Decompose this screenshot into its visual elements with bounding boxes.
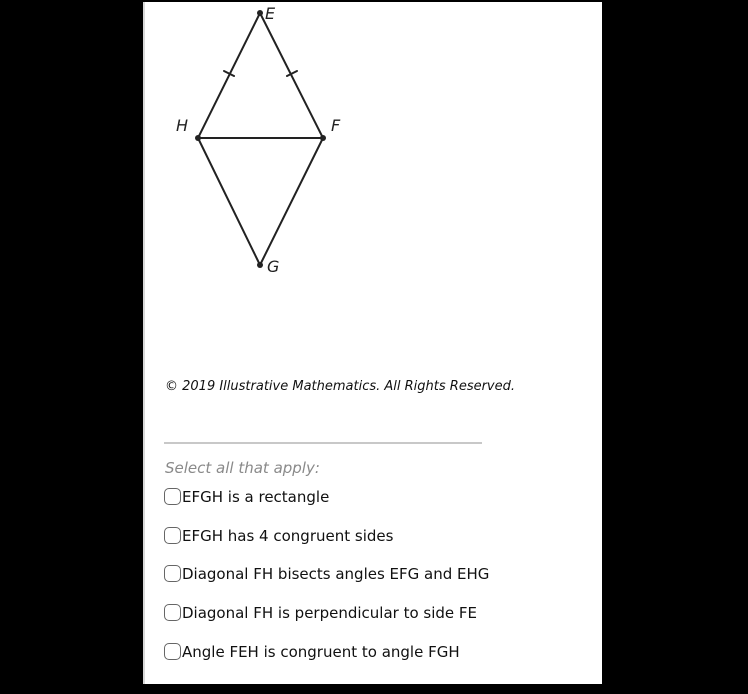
copyright-text: © 2019 Illustrative Mathematics. All Rights Reserved. [165, 379, 516, 394]
answer-option-label: Diagonal FH is perpendicular to side FE [182, 604, 478, 623]
checkbox-icon[interactable] [164, 643, 181, 660]
instruction-text: Select all that apply: [165, 459, 320, 477]
vertex-label-G: G [267, 257, 280, 276]
divider [164, 442, 482, 444]
vertex-G-point [257, 262, 263, 268]
side-FG [260, 138, 323, 265]
checkbox-icon[interactable] [164, 604, 181, 621]
answer-option-label: EFGH has 4 congruent sides [182, 526, 394, 545]
answer-option-label: EFGH is a rectangle [182, 488, 330, 506]
side-EF [260, 13, 323, 138]
checkbox-icon[interactable] [164, 488, 181, 505]
answer-option[interactable] [164, 486, 489, 525]
vertex-F-point [320, 135, 326, 141]
answer-option[interactable] [164, 602, 489, 641]
answer-option[interactable] [164, 641, 489, 680]
rhombus-figure [145, 2, 604, 292]
side-HG [198, 138, 260, 265]
vertex-E-point [257, 10, 263, 16]
vertex-label-E: E [265, 4, 276, 23]
vertex-H-point [195, 135, 201, 141]
checkbox-icon[interactable] [164, 565, 181, 582]
answer-option-label: Diagonal FH bisects angles EFG and EHG [182, 565, 490, 584]
side-EH [198, 13, 260, 138]
question-panel [143, 2, 602, 684]
vertex-label-F: F [331, 116, 341, 135]
checkbox-icon[interactable] [164, 527, 181, 544]
answer-option[interactable] [164, 525, 489, 564]
answer-option[interactable] [164, 563, 489, 602]
answer-option-label: Angle FEH is congruent to angle FGH [182, 642, 460, 661]
answer-options [164, 486, 489, 679]
vertex-label-H: H [176, 116, 189, 135]
